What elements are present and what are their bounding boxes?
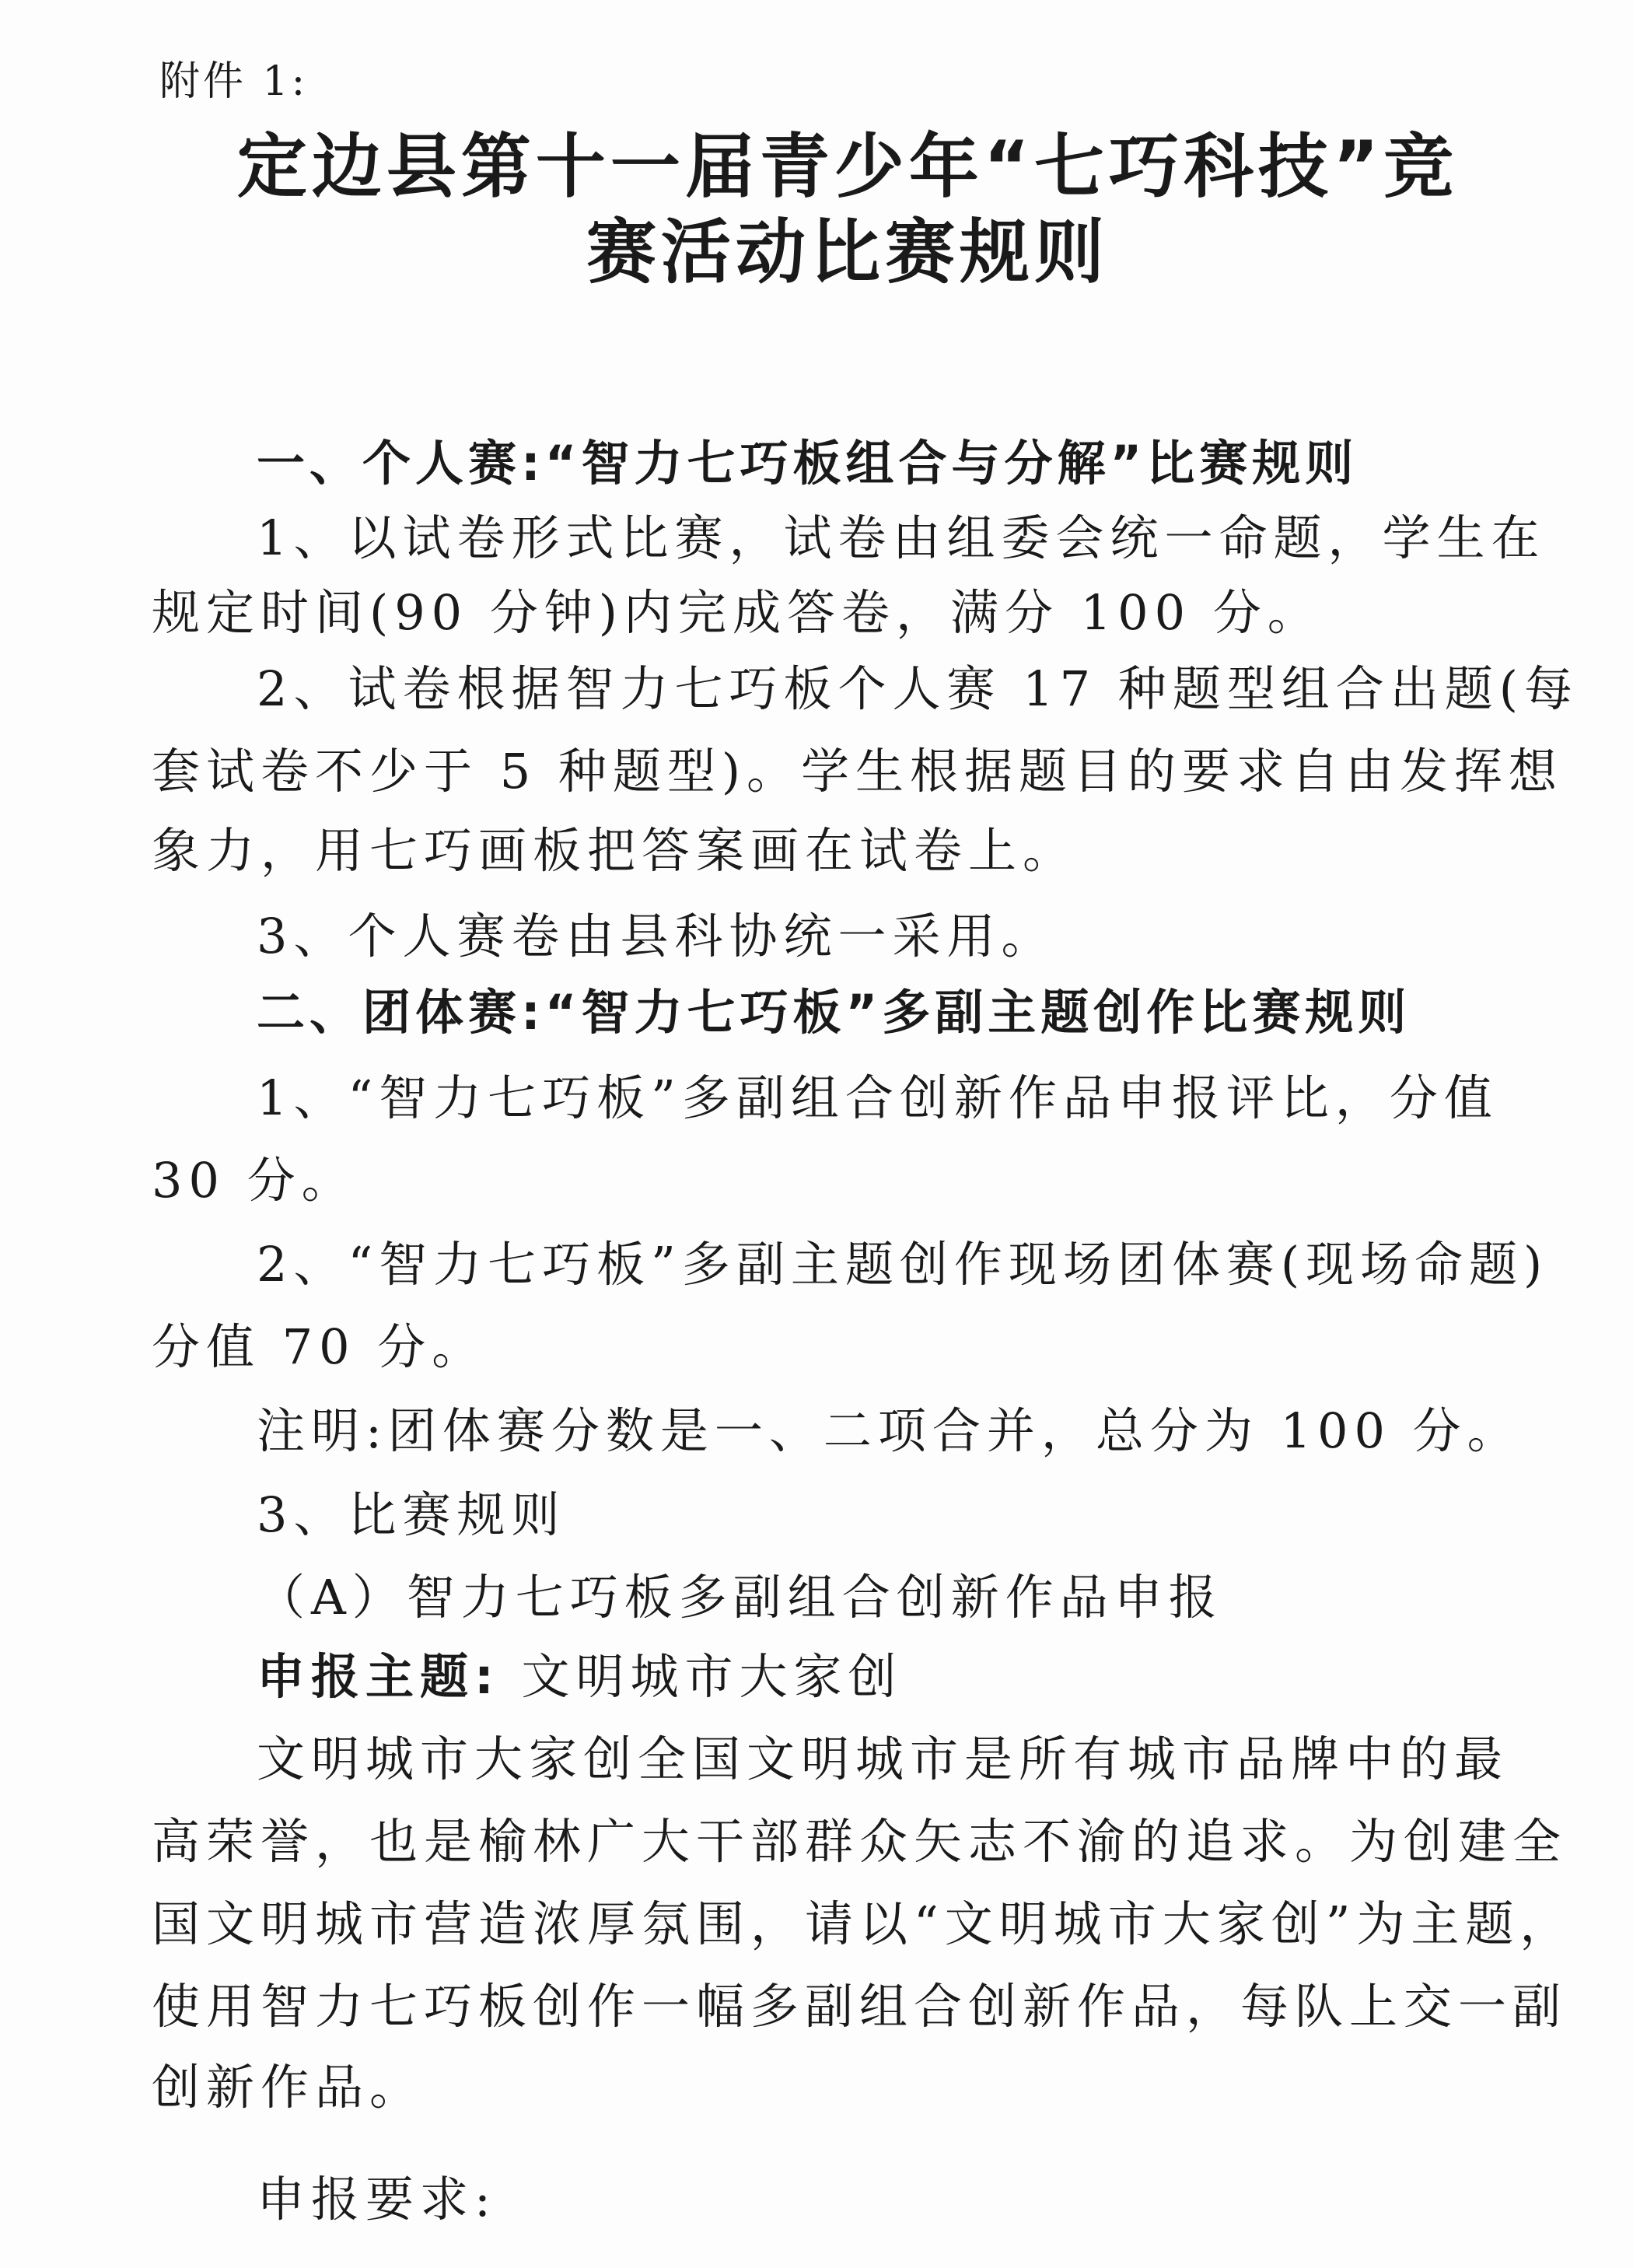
paragraph-line: 文明城市大家创全国文明城市是所有城市品牌中的最 — [257, 1731, 1509, 1787]
paragraph-line: 1、以试卷形式比赛，试卷由组委会统一命题，学生在 — [257, 509, 1546, 566]
paragraph-line: 1、“智力七巧板”多副组合创新作品申报评比，分值 — [257, 1069, 1498, 1126]
section-heading-individual: 一、个人赛:“智力七巧板组合与分解”比赛规则 — [257, 435, 1359, 492]
paragraph-line: 3、个人赛卷由县科协统一采用。 — [257, 908, 1056, 964]
paragraph-line: 2、试卷根据智力七巧板个人赛 17 种题型组合出题(每 — [257, 660, 1579, 717]
paragraph-line: 创新作品。 — [152, 2059, 425, 2116]
paragraph-line: 套试卷不少于 5 种题型)。学生根据题目的要求自由发挥想 — [152, 743, 1564, 800]
subsection-heading: （A）智力七巧板多副组合创新作品申报 — [257, 1569, 1223, 1626]
subsection-heading: 3、比赛规则 — [257, 1486, 566, 1543]
paragraph-line: 象力，用七巧画板把答案画在试卷上。 — [152, 822, 1078, 879]
paragraph-line: 分值 70 分。 — [152, 1318, 487, 1375]
paragraph-line: 高荣誉，也是榆林广大干部群众矢志不渝的追求。为创建全 — [152, 1813, 1568, 1870]
paragraph-line: 2、“智力七巧板”多副主题创作现场团体赛(现场命题) — [257, 1236, 1549, 1293]
note-line: 注明:团体赛分数是一、二项合并，总分为 100 分。 — [257, 1402, 1522, 1459]
attachment-label: 附件 1: — [159, 58, 309, 105]
paragraph-line: 申报要求: — [257, 2171, 497, 2228]
paragraph-line: 使用智力七巧板创作一幅多副组合创新作品，每队上交一副 — [152, 1978, 1568, 2035]
paragraph-line: 规定时间(90 分钟)内完成答卷，满分 100 分。 — [152, 584, 1322, 641]
paragraph-line: 国文明城市营造浓厚氛围，请以“文明城市大家创”为主题， — [152, 1895, 1575, 1952]
document-title-line-2: 赛活动比赛规则 — [586, 212, 1109, 293]
declare-theme-value: 文明城市大家创 — [521, 1648, 903, 1705]
declare-theme-line — [257, 1646, 903, 1708]
declare-theme-label: 申报主题: — [257, 1648, 500, 1705]
paragraph-line: 30 分。 — [152, 1152, 356, 1209]
document-title-line-1: 定边县第十一届青少年“七巧科技”竞 — [236, 126, 1459, 208]
section-heading-team: 二、团体赛:“智力七巧板”多副主题创作比赛规则 — [257, 984, 1411, 1041]
